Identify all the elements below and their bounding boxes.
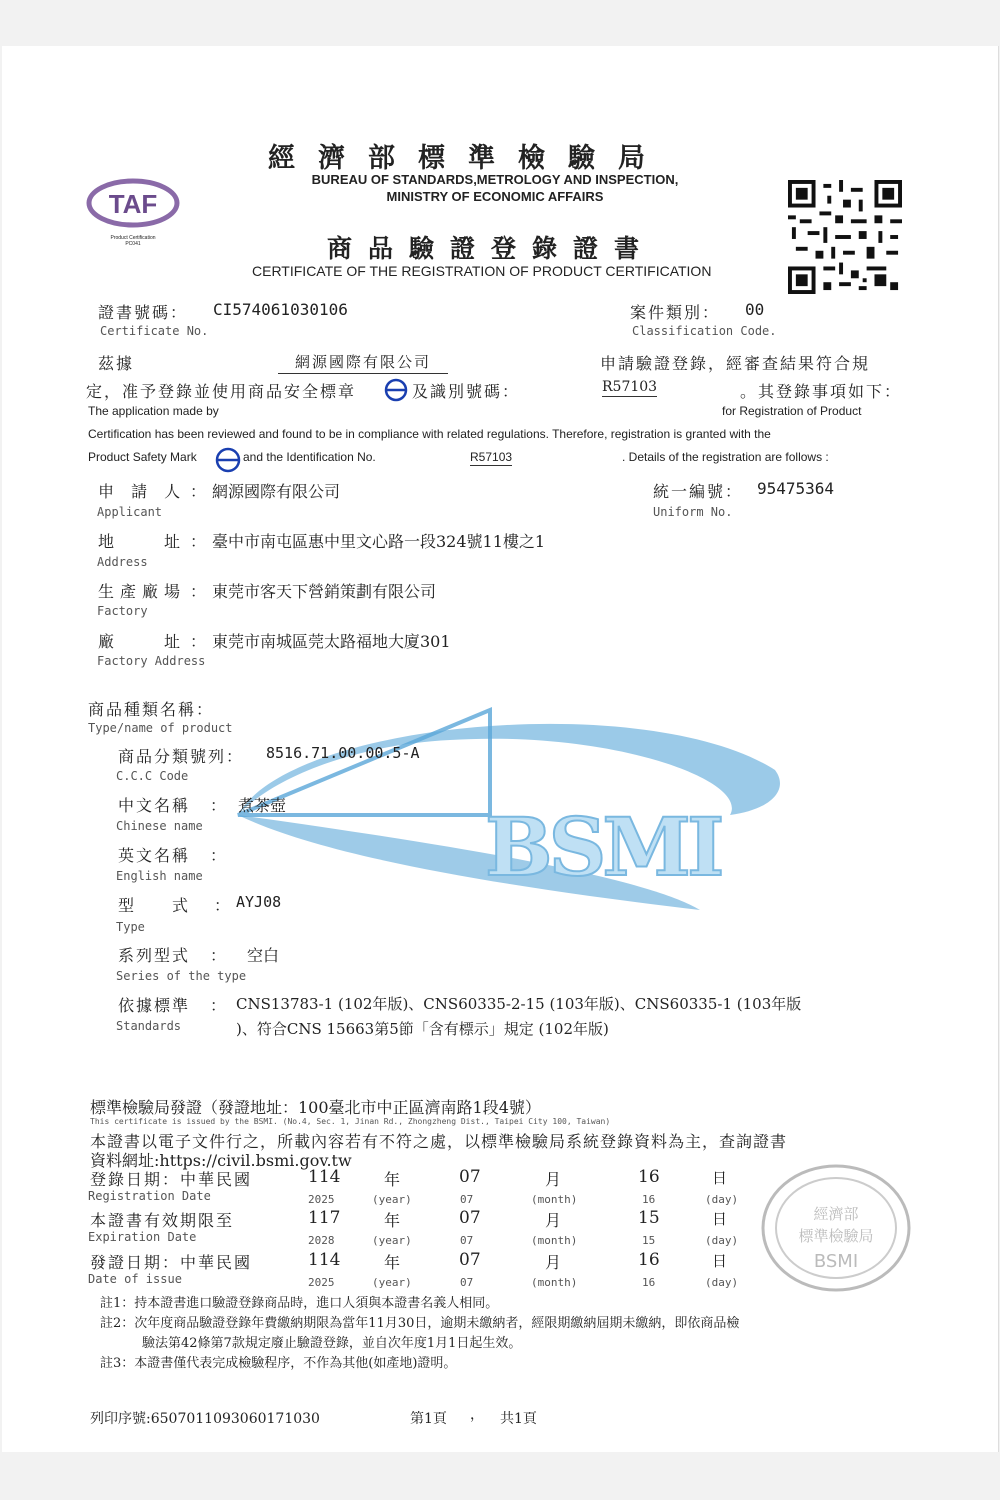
product-safety-mark-icon [383,378,409,402]
note-1: 註1：持本證書進口驗證登錄商品時，進口人須與本證書名義人相同。 [100,1296,499,1311]
address-label: 地 址 [98,532,187,551]
note-3: 註3：本證書僅代表完成檢驗程序，不作為其他(如產地)證明。 [100,1356,457,1371]
date-day-unit: 日 [712,1169,730,1187]
ccc-label: 商品分類號列： [118,747,245,766]
date-month-ad: 07 [460,1193,474,1206]
date-month-unit-en: (month) [531,1276,578,1289]
factory-address-label-en: Factory Address [97,654,206,668]
date-month-unit: 月 [545,1211,564,1230]
factory-address-value: 東莞市南城區莞太路福地大廈301 [212,632,451,651]
statement-zh-1b: 申請驗證登錄，經審查結果符合規 [600,354,871,373]
date-label-zh: 登錄日期：中華民國 [90,1170,253,1189]
date-day-ad: 16 [642,1276,656,1289]
date-day-unit-en: (day) [705,1276,739,1289]
factory-value: 東莞市客天下營銷策劃有限公司 [212,582,437,601]
date-label-en: Expiration Date [88,1230,197,1244]
date-year-unit-en: (year) [372,1193,412,1206]
series-colon: ： [210,946,229,965]
uniform-no-label: 統一編號： [653,482,744,501]
date-label-en: Date of issue [88,1272,182,1286]
print-serial-no: 列印序號:6507011093060171030 [90,1411,320,1427]
date-year-unit: 年 [384,1211,403,1230]
address-colon: ： [190,532,209,551]
date-month-unit-en: (month) [531,1193,578,1206]
date-label-zh: 本證書有效期限至 [90,1211,235,1230]
factory-address-colon: ： [190,632,209,651]
issuer-line-en: This certificate is issued by the BSMI. (No.4, Sec. 1, Jinan Rd., Zhongzheng Dist., Taipei City 100, Taiwan) [90,1117,611,1126]
date-month: 07 [459,1167,481,1187]
watermark-text: BSMI [485,800,721,894]
date-month: 07 [459,1250,481,1270]
chinese-name-value: 煮茶壺 [238,796,287,815]
series-label-en: Series of the type [116,969,247,983]
bureau-name-en-1: BUREAU OF STANDARDS,METROLOGY AND INSPECTION, [311,172,679,187]
uniform-no-value: 95475364 [757,479,835,498]
applicant-label: 申 請 人 [98,482,187,501]
standards-label-en: Standards [116,1019,182,1033]
type-label-en: Type [116,920,145,934]
ccc-value: 8516.71.00.00.5-A [266,744,420,762]
factory-label: 生產廠場 [98,582,187,601]
qr-code[interactable] [788,180,902,294]
electronic-doc-line-1: 本證書以電子文件行之，所載內容若有不符之處，以標準檢驗局系統登錄資料為主，查詢證書 [90,1132,788,1151]
page-total: 共1頁 [500,1411,537,1427]
certificate-title-en: CERTIFICATE OF THE REGISTRATION OF PRODUCT CERTIFICATION [252,263,712,279]
chinese-name-label: 中文名稱 [118,796,191,815]
date-month-unit-en: (month) [531,1234,578,1247]
bsmi-seal [760,1163,912,1293]
note-2b: 驗法第42條第7款規定廢止驗證登錄，並自次年度1月1日起生效。 [142,1336,522,1351]
statement-id-no: R57103 [602,379,658,395]
series-value: 空白 [247,946,280,965]
date-year-unit-en: (year) [372,1276,412,1289]
standards-colon: ： [210,996,229,1015]
type-value: AYJ08 [236,893,282,911]
bureau-name-zh: 經濟部標準檢驗局 [268,143,668,174]
certificate-no-value: CI574061030106 [213,300,348,319]
factory-address-label: 廠 址 [98,632,187,651]
date-day: 15 [638,1208,660,1228]
taf-subtitle-2: PC041 [125,241,141,247]
chinese-name-label-en: Chinese name [116,819,203,833]
statement-en-3b: and the Identification No. [243,450,376,464]
factory-colon: ： [190,582,209,601]
applicant-value: 網源國際有限公司 [212,482,341,501]
date-month-ad: 07 [460,1234,474,1247]
statement-zh-2a: 定，准予登錄並使用商品安全標章 [86,382,357,401]
standards-value-1: CNS13783-1 (102年版)、CNS60335-2-15 (103年版)、CNS60335-1 (103年版 [236,995,802,1013]
certificate-title-zh: 商品驗證登錄證書 [327,234,656,263]
product-heading-en: Type/name of product [88,721,233,735]
type-colon: ： [214,896,233,915]
svg-text:標準檢驗局: 標準檢驗局 [798,1227,874,1245]
issuer-line-zh: 標準檢驗局發證（發證地址：100臺北市中正區濟南路1段4號） [90,1098,541,1117]
date-month-ad: 07 [460,1276,474,1289]
statement-en-3a: Product Safety Mark [88,450,197,464]
factory-label-en: Factory [97,604,148,618]
uniform-no-label-en: Uniform No. [653,505,733,519]
address-value: 臺中市南屯區惠中里文心路一段324號11樓之1 [212,532,546,551]
date-day: 16 [638,1167,660,1187]
standards-label: 依據標準 [118,996,191,1015]
statement-en-3d: . Details of the registration are follows : [622,450,829,464]
page-number: 第1頁 [410,1411,447,1427]
date-label-zh: 發證日期：中華民國 [90,1253,253,1272]
chinese-name-colon: ： [210,796,229,815]
statement-zh-2c: 。其登錄事項如下： [740,382,903,401]
taf-logo [86,177,180,247]
english-name-colon: ： [210,846,229,865]
ccc-label-en: C.C.C Code [116,769,189,783]
date-day-unit-en: (day) [705,1234,739,1247]
date-month-unit: 月 [545,1170,564,1189]
statement-en-2: Certification has been reviewed and found to be in compliance with related regulations. Therefore, registration is granted with the [88,427,771,441]
taf-subtitle-1: Product Certification [110,235,156,241]
english-name-label-en: English name [116,869,203,883]
statement-en-3c: R57103 [470,450,513,464]
electronic-doc-line-2[interactable]: 資料網址:https://civil.bsmi.gov.tw [90,1151,352,1170]
date-month: 07 [459,1208,481,1228]
date-year-roc: 114 [308,1250,341,1270]
applicant-colon: ： [190,482,209,501]
date-day-unit-en: (day) [705,1193,739,1206]
date-year-unit: 年 [384,1170,403,1189]
date-year-roc: 117 [308,1208,341,1228]
date-year-ad: 2025 [308,1276,335,1289]
classification-label-en: Classification Code. [632,324,777,338]
svg-text:經濟部: 經濟部 [813,1205,859,1223]
statement-zh-1a: 茲據 [98,354,135,373]
svg-text:BSMI: BSMI [813,1251,859,1272]
statement-zh-2b: 及識別號碼： [412,382,521,401]
date-day-ad: 15 [642,1234,656,1247]
classification-label: 案件類別： [630,303,721,322]
date-day: 16 [638,1250,660,1270]
applicant-label-en: Applicant [97,505,163,519]
classification-value: 00 [745,300,765,319]
standards-value-2: )、符合CNS 15663第5節「含有標示」規定 (102年版) [236,1020,609,1038]
product-heading: 商品種類名稱： [88,700,215,719]
statement-en-1a: The application made by [88,404,219,418]
product-safety-mark-icon-small [214,447,242,473]
svg-text:TAF: TAF [108,189,158,219]
date-day-ad: 16 [642,1193,656,1206]
statement-company: 網源國際有限公司 [278,351,448,374]
note-2a: 註2：次年度商品驗證登錄年費繳納期限為當年11月30日，逾期未繳納者，經限期繳納屆期未繳納，即依商品檢 [100,1316,740,1331]
english-name-label: 英文名稱 [118,846,191,865]
certificate-no-label: 證書號碼： [98,303,189,322]
date-day-unit: 日 [712,1210,730,1228]
bureau-name-en-2: MINISTRY OF ECONOMIC AFFAIRS [386,189,604,204]
series-label: 系列型式 [118,946,191,965]
bsmi-watermark-logo [230,700,790,930]
date-year-ad: 2028 [308,1234,335,1247]
date-year-roc: 114 [308,1167,341,1187]
date-year-ad: 2025 [308,1193,335,1206]
address-label-en: Address [97,555,148,569]
statement-en-1b: for Registration of Product [722,404,862,418]
date-year-unit: 年 [384,1253,403,1272]
page-separator: ， [470,1407,484,1423]
date-year-unit-en: (year) [372,1234,412,1247]
date-label-en: Registration Date [88,1189,211,1203]
certificate-no-label-en: Certificate No. [100,324,209,338]
type-label: 型 式 [118,896,191,915]
date-month-unit: 月 [545,1253,564,1272]
date-day-unit: 日 [712,1252,730,1270]
